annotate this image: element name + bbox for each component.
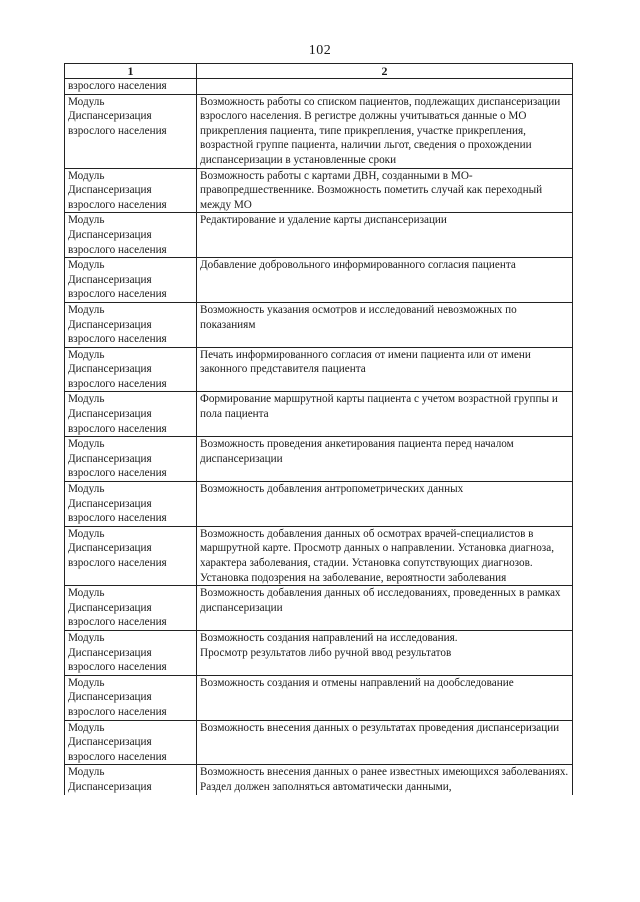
requirements-table [64, 63, 573, 795]
table-row [65, 437, 573, 482]
module-cell: Модуль Диспансеризация взрослого населения [65, 94, 197, 168]
table-row [65, 79, 573, 95]
module-cell: Модуль Диспансеризация взрослого населения [65, 437, 197, 482]
description-cell: Возможность работы со списком пациентов, подлежащих диспансеризации взрослого населения. В регистре должны учитываться данные о МО прикрепления пациента, типе прикрепления, участке прикрепления, возрастной группе пациента, наличии льгот, сведения о прохождении диспансеризации в установленные сроки [197, 94, 573, 168]
description-cell: Возможность добавления антропометрических данных [197, 482, 573, 527]
table-row [65, 586, 573, 631]
module-cell: Модуль Диспансеризация взрослого населения [65, 586, 197, 631]
column-header-2: 2 [197, 64, 573, 79]
table-row [65, 482, 573, 527]
description-cell: Возможность внесения данных о результатах проведения диспансеризации [197, 720, 573, 765]
page-number: 102 [308, 43, 332, 58]
table-row [65, 94, 573, 168]
module-cell: Модуль Диспансеризация взрослого населения [65, 526, 197, 585]
module-cell: Модуль Диспансеризация [65, 765, 197, 795]
table-row [65, 213, 573, 258]
description-cell: Возможность создания направлений на исследования. Просмотр результатов либо ручной ввод результатов [197, 630, 573, 675]
table-row [65, 302, 573, 347]
table-row [65, 258, 573, 303]
table-row [65, 168, 573, 213]
description-cell: Возможность указания осмотров и исследований невозможных по показаниям [197, 302, 573, 347]
module-cell: Модуль Диспансеризация взрослого населения [65, 258, 197, 303]
description-cell: Возможность внесения данных о ранее известных имеющихся заболеваниях. Раздел должен заполняться автоматически данными, [197, 765, 573, 795]
table-row [65, 675, 573, 720]
module-cell: Модуль Диспансеризация взрослого населения [65, 302, 197, 347]
table-row [65, 347, 573, 392]
description-cell: Возможность работы с картами ДВН, созданными в МО-правопредшественнике. Возможность пометить случай как переходный между МО [197, 168, 573, 213]
module-cell: Модуль Диспансеризация взрослого населения [65, 630, 197, 675]
description-cell: Печать информированного согласия от имени пациента или от имени законного представителя пациента [197, 347, 573, 392]
table-row [65, 526, 573, 585]
table-row [65, 720, 573, 765]
module-cell: Модуль Диспансеризация взрослого населения [65, 392, 197, 437]
table-row [65, 765, 573, 795]
description-cell: Формирование маршрутной карты пациента с учетом возрастной группы и пола пациента [197, 392, 573, 437]
module-cell: Модуль Диспансеризация взрослого населения [65, 675, 197, 720]
table-row [65, 392, 573, 437]
module-cell: Модуль Диспансеризация взрослого населения [65, 347, 197, 392]
description-cell: Возможность проведения анкетирования пациента перед началом диспансеризации [197, 437, 573, 482]
module-cell: Модуль Диспансеризация взрослого населения [65, 213, 197, 258]
description-cell: Возможность добавления данных об осмотрах врачей-специалистов в маршрутной карте. Просмотр данных о направлении. Установка диагноза, характера заболевания, стадии. Установка сопутствующих диагнозов. Установка подозрения на заболевание, вероятности заболевания [197, 526, 573, 585]
description-cell: Редактирование и удаление карты диспансеризации [197, 213, 573, 258]
module-cell: Модуль Диспансеризация взрослого населения [65, 168, 197, 213]
description-cell: Возможность создания и отмены направлений на дообследование [197, 675, 573, 720]
module-cell: взрослого населения [65, 79, 197, 95]
description-cell: Добавление добровольного информированного согласия пациента [197, 258, 573, 303]
module-cell: Модуль Диспансеризация взрослого населения [65, 482, 197, 527]
description-cell [197, 79, 573, 95]
column-header-1: 1 [65, 64, 197, 79]
description-cell: Возможность добавления данных об исследованиях, проведенных в рамках диспансеризации [197, 586, 573, 631]
module-cell: Модуль Диспансеризация взрослого населения [65, 720, 197, 765]
table-row [65, 630, 573, 675]
table-header-row [65, 64, 573, 79]
